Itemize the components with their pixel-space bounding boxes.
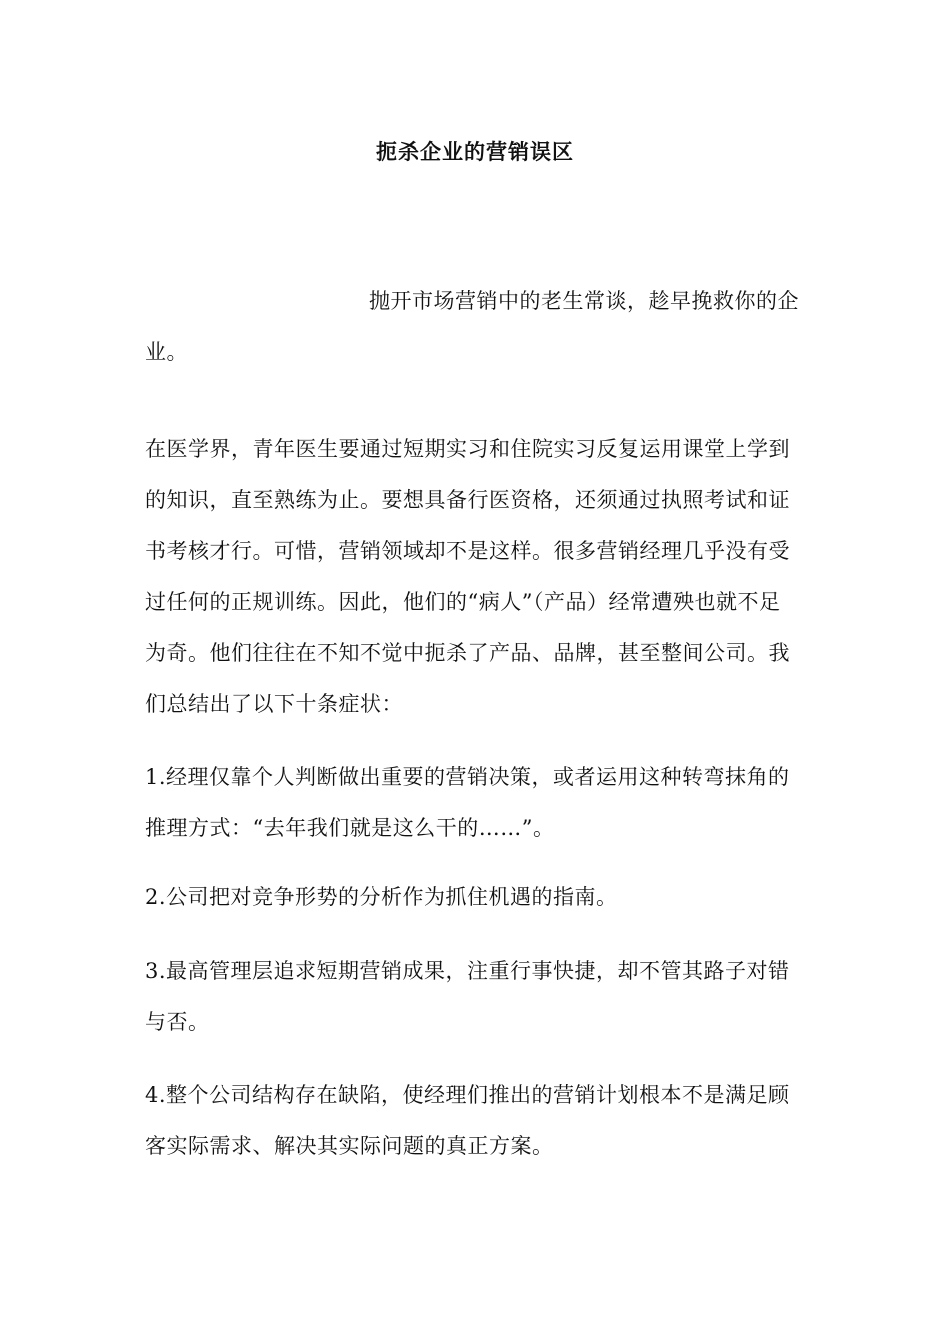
symptom-item-2: 2.公司把对竞争形势的分析作为抓住机遇的指南。: [145, 885, 618, 909]
intro-paragraph: 在医学界，青年医生要通过短期实习和住院实习反复运用课堂上学到的知识，直至熟练为止。要想具备行医资格，还须通过执照考试和证书考核才行。可惜，营销领域却不是这样。很多营销经理几乎没有受过任何的正规训练。因此，他们的“病人”（产品）经常遭殃也就不足为奇。他们往往在不知不觉中扼杀了产品、品牌，甚至整间公司。我们总结出了以下十条症状：: [145, 437, 790, 716]
document-title: 扼杀企业的营销误区: [376, 139, 574, 164]
symptom-item-3: 3.最高管理层追求短期营销成果，注重行事快捷，却不管其路子对错与否。: [145, 959, 790, 1034]
subtitle-paragraph: 抛开市场营销中的老生常谈，趁早挽救你的企业。: [145, 289, 799, 364]
symptom-item-4: 4.整个公司结构存在缺陷，使经理们推出的营销计划根本不是满足顾客实际需求、解决其实际问题的真正方案。: [145, 1083, 790, 1158]
symptom-item-1: 1.经理仅靠个人判断做出重要的营销决策，或者运用这种转弯抹角的推理方式：“去年我们就是这么干的……”。: [145, 765, 790, 840]
